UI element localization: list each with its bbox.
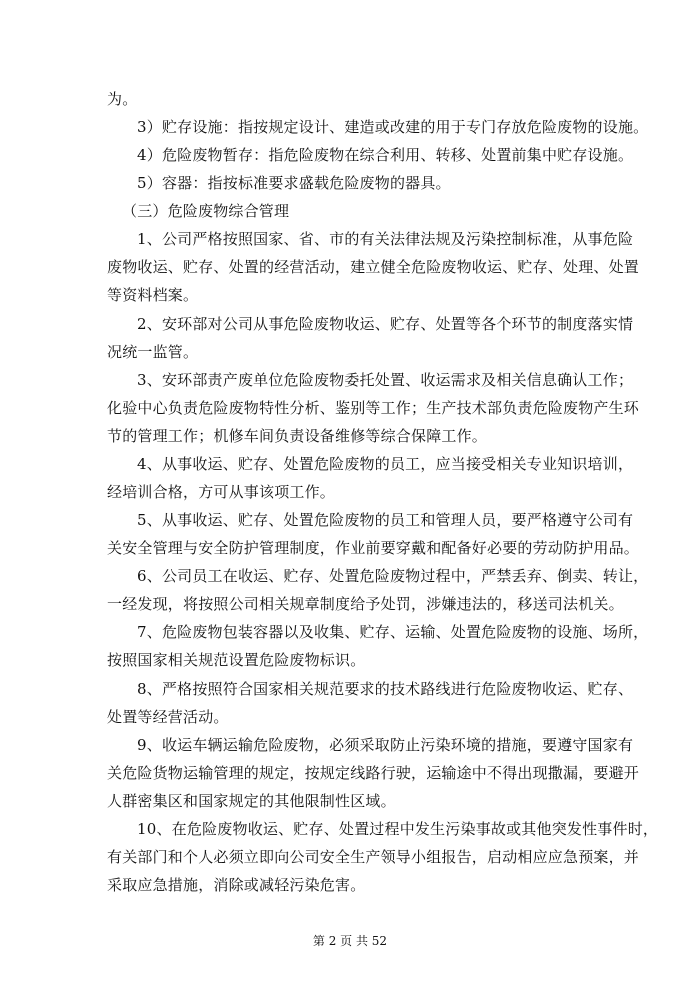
- paragraph-line: 3、安环部责产废单位危险废物委托处置、收运需求及相关信息确认工作；: [137, 371, 634, 389]
- paragraph-line: 5）容器：指按标准要求盛载危险废物的器具。: [137, 174, 451, 192]
- paragraph-line: 化验中心负责危险废物特性分析、鉴别等工作；生产技术部负责危险废物产生环: [107, 399, 640, 417]
- paragraph-line: 7、危险废物包装容器以及收集、贮存、运输、处置危险废物的设施、场所，: [137, 623, 649, 641]
- paragraph-line: 节的管理工作；机修车间负责设备维修等综合保障工作。: [107, 427, 488, 445]
- paragraph-line: 5、从事收运、贮存、处置危险废物的员工和管理人员，要严格遵守公司有: [137, 511, 634, 529]
- paragraph-line: 10、在危险废物收运、贮存、处置过程中发生污染事故或其他突发性事件时，: [137, 820, 659, 838]
- paragraph-line: 况统一监管。: [107, 343, 199, 361]
- paragraph-line: 4、从事收运、贮存、处置危险废物的员工，应当接受相关专业知识培训，: [137, 455, 634, 473]
- paragraph-line: 采取应急措施，消除或减轻污染危害。: [107, 876, 366, 894]
- paragraph-line: 等资料档案。: [107, 286, 199, 304]
- paragraph-line: 废物收运、贮存、处置的经营活动，建立健全危险废物收运、贮存、处理、处置: [107, 258, 640, 276]
- paragraph-line: 8、严格按照符合国家相关规范要求的技术路线进行危险废物收运、贮存、: [137, 680, 634, 698]
- paragraph-line: 关危险货物运输管理的规定，按规定线路行驶，运输途中不得出现撒漏，要避开: [107, 764, 640, 782]
- paragraph-line: 3）贮存设施：指按规定设计、建造或改建的用于专门存放危险废物的设施。: [137, 118, 649, 136]
- paragraph-line: 按照国家相关规范设置危险废物标识。: [107, 651, 366, 669]
- paragraph-line: 为。: [107, 90, 138, 108]
- paragraph-line: 经培训合格，方可从事该项工作。: [107, 483, 336, 501]
- paragraph-line: 6、公司员工在收运、贮存、处置危险废物过程中，严禁丢弃、倒卖、转让，: [137, 567, 649, 585]
- paragraph-line: 处置等经营活动。: [107, 708, 229, 726]
- paragraph-line: 关安全管理与安全防护管理制度，作业前要穿戴和配备好必要的劳动防护用品。: [107, 539, 640, 557]
- paragraph-line: 有关部门和个人必须立即向公司安全生产领导小组报告，启动相应应急预案，并: [107, 848, 640, 866]
- paragraph-line: 4）危险废物暂存：指危险废物在综合利用、转移、处置前集中贮存设施。: [137, 146, 634, 164]
- page-footer: 第 2 页 共 52: [312, 934, 388, 948]
- paragraph-line: 人群密集区和国家规定的其他限制性区域。: [107, 792, 396, 810]
- paragraph-line: 2、安环部对公司从事危险废物收运、贮存、处置等各个环节的制度落实情: [137, 315, 634, 333]
- section-heading: （三）危险废物综合管理: [122, 202, 290, 220]
- paragraph-line: 9、收运车辆运输危险废物，必须采取防止污染环境的措施，要遵守国家有: [137, 736, 634, 754]
- paragraph-line: 一经发现，将按照公司相关规章制度给予处罚，涉嫌违法的，移送司法机关。: [107, 595, 624, 613]
- paragraph-line: 1、公司严格按照国家、省、市的有关法律法规及污染控制标准，从事危险: [137, 230, 634, 248]
